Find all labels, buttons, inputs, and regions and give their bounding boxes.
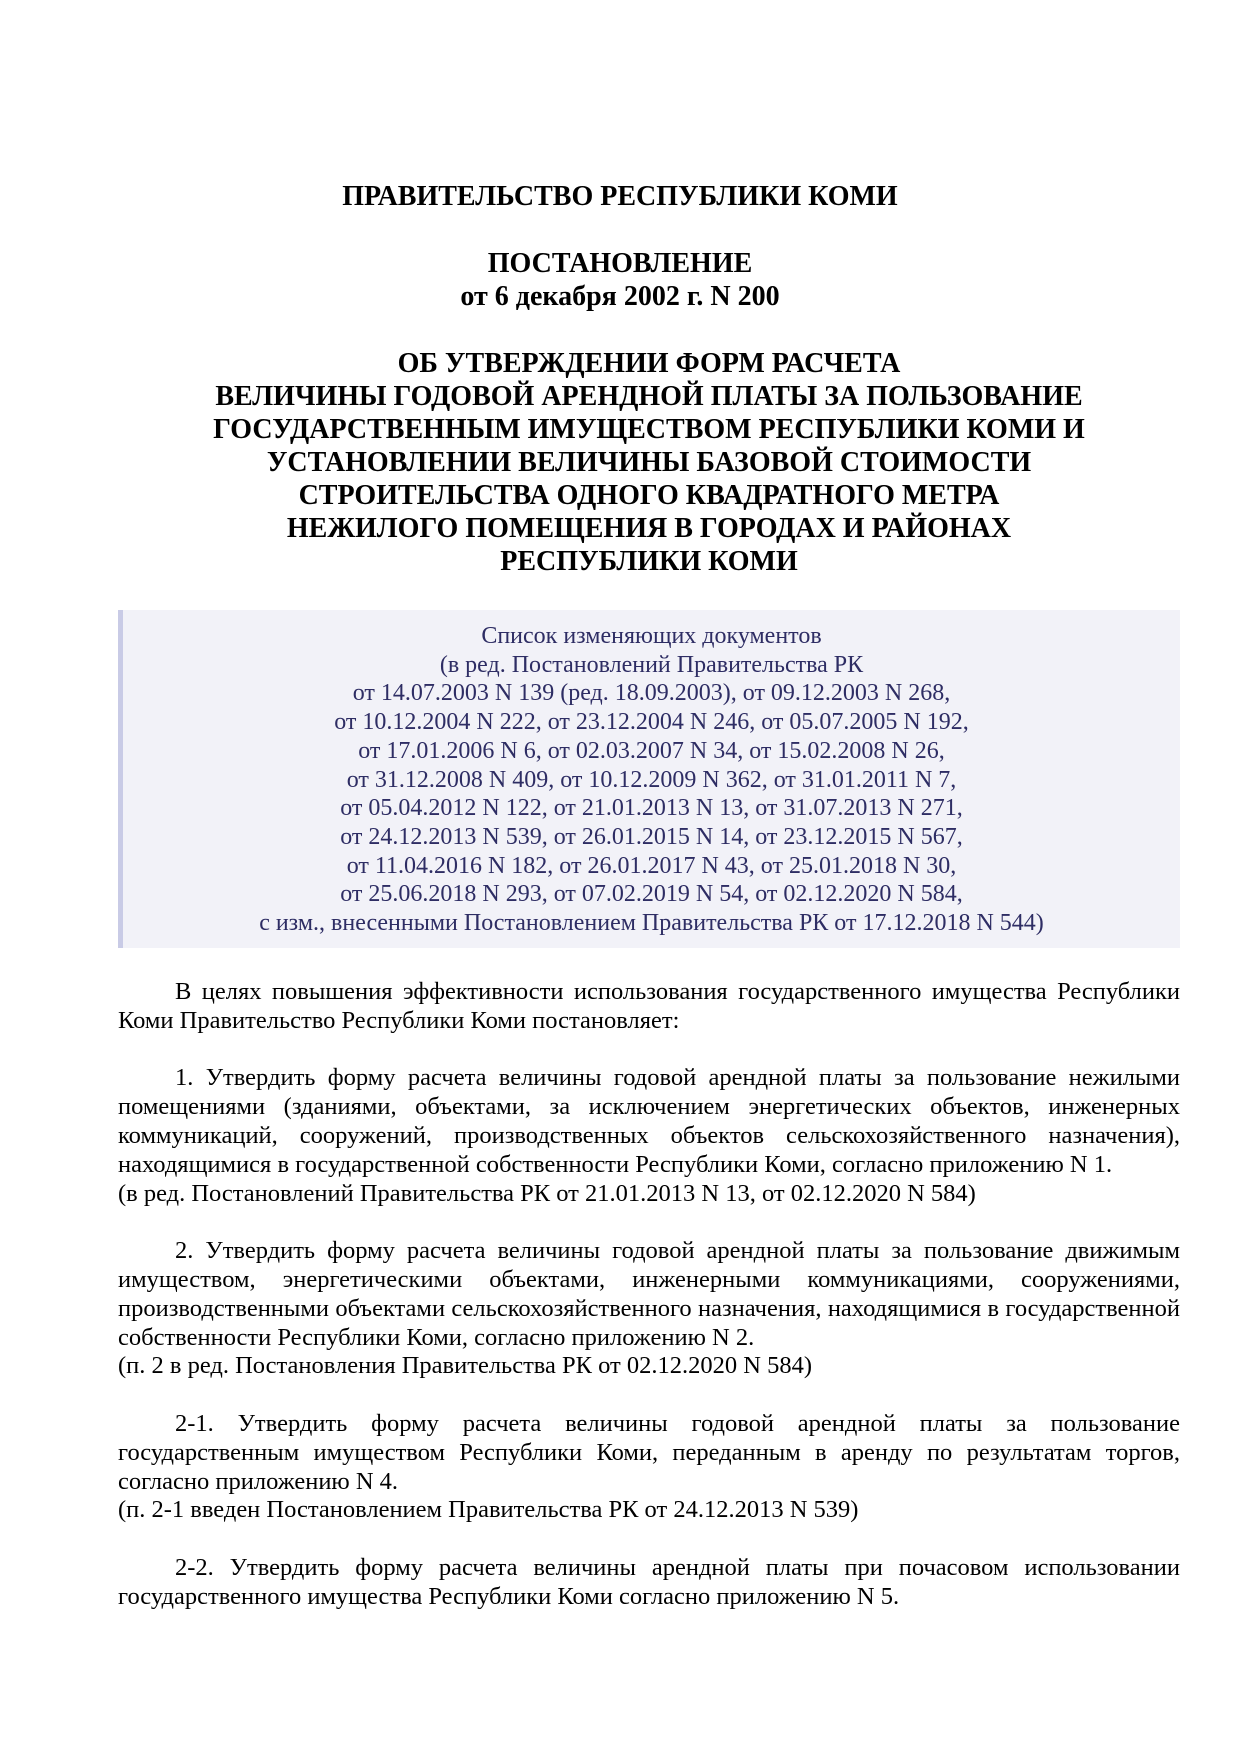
amendments-line: Список изменяющих документов	[481, 623, 822, 649]
subject-line: СТРОИТЕЛЬСТВА ОДНОГО КВАДРАТНОГО МЕТРА	[298, 480, 1000, 511]
amendments-line: от 17.01.2006 N 6, от 02.03.2007 N 34, от 15.02.2008 N 26,	[358, 737, 945, 764]
item-paragraph: 1. Утвердить форму расчета величины годовой арендной платы за пользование нежилыми помещениями (зданиями, объектами, за исключением энергетических объектов, инженерных коммуникаций, сооружений, производственных объектов сельскохозяйственного назначения), находящимися в государственной собственности Республики Коми, согласно приложению N 1.	[118, 1064, 1180, 1178]
subject-line: НЕЖИЛОГО ПОМЕЩЕНИЯ В ГОРОДАХ И РАЙОНАХ	[286, 513, 1012, 544]
amendments-line: от 31.12.2008 N 409, от 10.12.2009 N 362, от 31.01.2011 N 7,	[346, 766, 957, 793]
subject-line: ГОСУДАРСТВЕННЫМ ИМУЩЕСТВОМ РЕСПУБЛИКИ КОМИ И	[213, 414, 1085, 445]
subject-line: УСТАНОВЛЕНИИ ВЕЛИЧИНЫ БАЗОВОЙ СТОИМОСТИ	[266, 447, 1032, 478]
edit-note: (п. 2 в ред. Постановления Правительства РК от 02.12.2020 N 584)	[118, 1352, 812, 1380]
document-kind: ПОСТАНОВЛЕНИЕ	[487, 248, 753, 279]
item-paragraph: 2-2. Утвердить форму расчета величины арендной платы при почасовом использовании государственного имущества Республики Коми согласно приложению N 5.	[118, 1553, 1180, 1610]
amendments-line: от 05.04.2012 N 122, от 21.01.2013 N 13, от 31.07.2013 N 271,	[340, 795, 963, 822]
amendments-line: от 10.12.2004 N 222, от 23.12.2004 N 246, от 05.07.2005 N 192,	[334, 709, 969, 736]
amendments-box	[118, 610, 1180, 948]
amendments-line: с изм., внесенными Постановлением Правительства РК от 17.12.2018 N 544)	[259, 910, 1044, 937]
amendments-line: от 11.04.2016 N 182, от 26.01.2017 N 43, от 25.01.2018 N 30,	[346, 852, 957, 879]
subject-line: ВЕЛИЧИНЫ ГОДОВОЙ АРЕНДНОЙ ПЛАТЫ ЗА ПОЛЬЗОВАНИЕ	[215, 381, 1083, 412]
document-date: от 6 декабря 2002 г. N 200	[460, 281, 780, 312]
document-body	[118, 978, 1180, 1612]
amendments-line: (в ред. Постановлений Правительства РК	[439, 651, 864, 678]
subject-line: РЕСПУБЛИКИ КОМИ	[500, 546, 798, 577]
edit-note: (в ред. Постановлений Правительства РК от 21.01.2013 N 13, от 02.12.2020 N 584)	[118, 1179, 976, 1207]
amendments-line: от 24.12.2013 N 539, от 26.01.2015 N 14, от 23.12.2015 N 567,	[340, 823, 963, 850]
edit-note: (п. 2-1 введен Постановлением Правительства РК от 24.12.2013 N 539)	[118, 1496, 859, 1524]
organization-title: ПРАВИТЕЛЬСТВО РЕСПУБЛИКИ КОМИ	[342, 181, 898, 212]
amendments-line: от 14.07.2003 N 139 (ред. 18.09.2003), от 09.12.2003 N 268,	[352, 680, 951, 707]
amendments-line: от 25.06.2018 N 293, от 07.02.2019 N 54, от 02.12.2020 N 584,	[340, 881, 963, 908]
item-paragraph: 2-1. Утвердить форму расчета величины годовой арендной платы за пользование государственным имуществом Республики Коми, переданным в аренду по результатам торгов, согласно приложению N 4.	[118, 1409, 1180, 1495]
preamble-paragraph: В целях повышения эффективности использования государственного имущества Республики Коми Правительство Республики Коми постановляет:	[118, 978, 1180, 1034]
document-subject	[118, 347, 1180, 578]
document-type	[0, 247, 1240, 313]
subject-line: ОБ УТВЕРЖДЕНИИ ФОРМ РАСЧЕТА	[397, 348, 901, 379]
item-paragraph: 2. Утвердить форму расчета величины годовой арендной платы за пользование движимым имуществом, энергетическими объектами, инженерными коммуникациями, сооружениями, производственными объектами сельскохозяйственного назначения, находящимися в государственной собственности Республики Коми, согласно приложению N 2.	[118, 1237, 1180, 1351]
